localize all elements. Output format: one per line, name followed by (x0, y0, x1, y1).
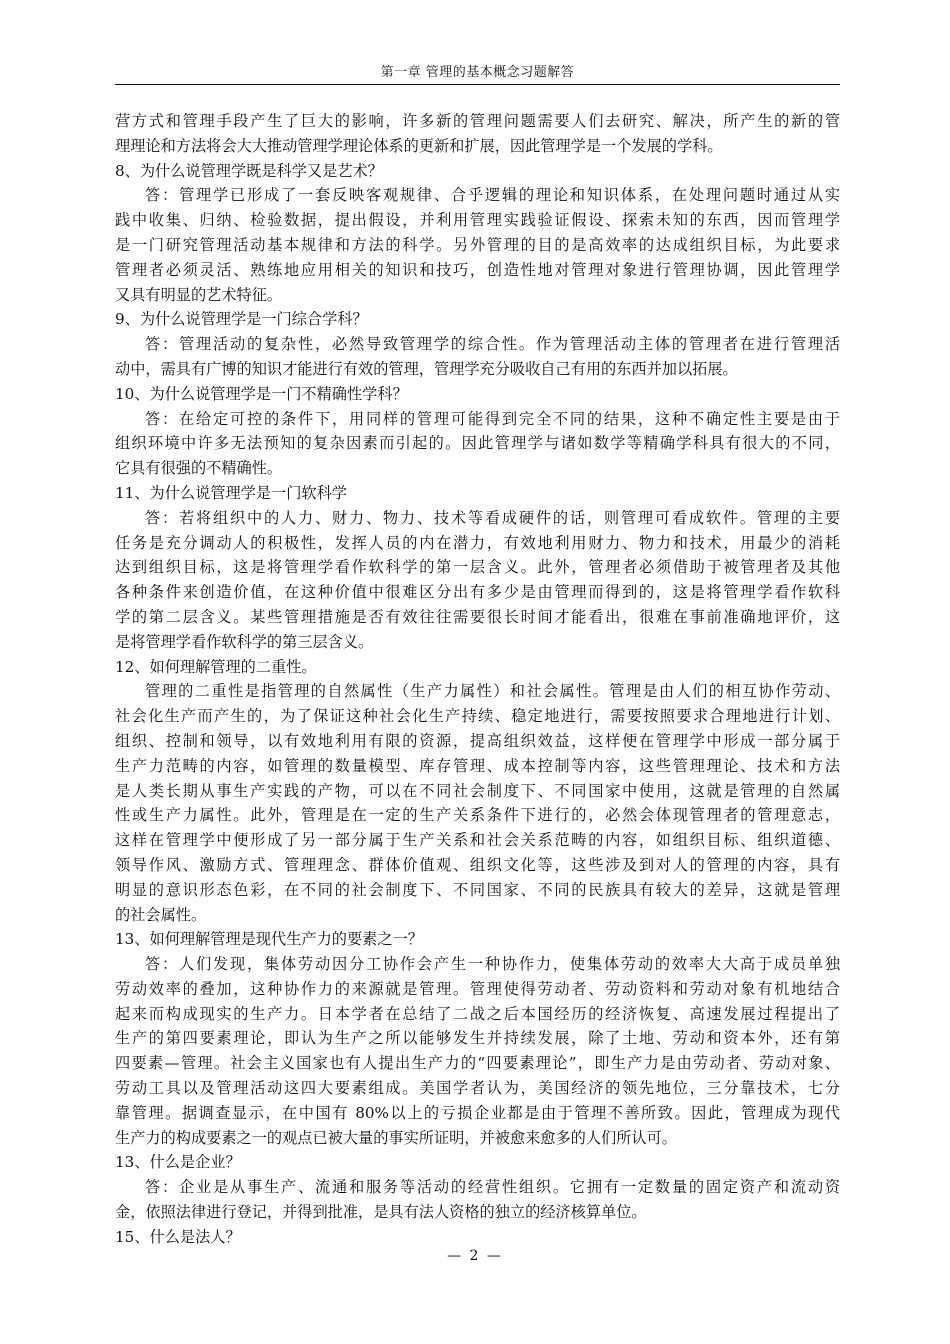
question-line: 10、为什么说管理学是一门不精确性学科？ (115, 384, 408, 403)
text-line: 营方式和管理手段产生了巨大的影响，许多新的管理问题需要人们去研究、解决，所产生的新的管 (115, 112, 840, 130)
text-line: 起来而构成现实的生产力。日本学者在总结了二战之后本国经历的经济恢复、高速发展过程提出了 (115, 1004, 840, 1023)
text-line: 靠管理。据调查显示，在中国有 80%以上的亏损企业都是由于管理不善所致。因此，管理成为现代 (115, 1103, 840, 1122)
text-line: 四要素—管理。社会主义国家也有人提出生产力的“四要素理论”，即生产力是由劳动者、劳动对象、 (115, 1054, 840, 1073)
text-line: 性或生产力属性。此外，管理是在一定的生产关系条件下进行的，必然会体现管理者的管理意志， (115, 806, 840, 825)
text-line: 组织环境中许多无法预知的复杂因素而引起的。因此管理学与诸如数学等精确学科具有很大的不同， (115, 434, 840, 453)
text-line: 达到组织目标，这是将管理学看作软科学的第一层含义。此外，管理者必须借助于被管理者及其他 (115, 558, 840, 577)
question-line: 11、为什么说管理学是一门软科学 (115, 483, 347, 502)
question-line: 13、什么是企业？ (115, 1153, 241, 1172)
text-line: 又具有明显的艺术特征。 (115, 285, 283, 304)
text-line: 是将管理学看作软科学的第三层含义。 (115, 632, 374, 651)
text-line: 这样在管理学中便形成了另一部分属于生产关系和社会关系范畴的内容，如组织目标、组织道德、 (115, 831, 840, 850)
text-line: 领导作风、激励方式、管理理念、群体价值观、组织文化等，这些涉及到对人的管理的内容，具有 (115, 855, 840, 874)
text-line: 生产力的构成要素之一的观点已被大量的事实所证明，并被愈来愈多的人们所认可。 (115, 1128, 677, 1147)
text-line: 答：在给定可控的条件下，用同样的管理可能得到完全不同的结果，这种不确定性主要是由于 (145, 409, 840, 428)
text-line: 生产的第四要素理论，即认为生产之所以能够发生并持续发展，除了土地、劳动和资本外，还有第 (115, 1029, 840, 1048)
question-line: 9、为什么说管理学是一门综合学科？ (115, 310, 368, 329)
text-line: 它具有很强的不精确性。 (115, 459, 283, 478)
text-line: 任务是充分调动人的积极性，发挥人员的内在潜力，有效地利用财力、物力和技术，用最少的消耗 (115, 533, 840, 552)
text-line: 是人类长期从事生产实践的产物，可以在不同社会制度下、不同国家中使用，这就是管理的自然属 (115, 781, 840, 800)
text-line: 答：人们发现，集体劳动因分工协作会产生一种协作力，使集体劳动的效率大大高于成员单独 (145, 955, 840, 974)
text-line: 组织、控制和领导，以有效地利用有限的资源，提高组织效益，这样便在管理学中形成一部分属于 (115, 731, 840, 750)
text-line: 金，依照法律进行登记，并得到批准，是具有法人资格的独立的经济核算单位。 (115, 1203, 647, 1222)
text-line: 管理者必须灵活、熟练地应用相关的知识和技巧，创造性地对管理对象进行管理协调，因此管理学 (115, 260, 840, 279)
text-line: 明显的意识形态色彩，在不同的社会制度下、不同国家、不同的民族具有较大的差异，这就是管理 (115, 880, 840, 899)
text-line: 各种条件来创造价值，在这种价值中很难区分出有多少是由管理而得到的，这是将管理学看作软科 (115, 583, 840, 602)
question-line: 13、如何理解管理是现代生产力的要素之一？ (115, 930, 423, 949)
text-line: 生产力范畴的内容，如管理的数量模型、库存管理、成本控制等内容，这些管理理论、技术和方法 (115, 756, 840, 775)
text-line: 答：管理学已形成了一套反映客观规律、合乎逻辑的理论和知识体系，在处理问题时通过从实 (145, 186, 840, 205)
text-line: 践中收集、归纳、检验数据，提出假设，并利用管理实践验证假设、探索未知的东西，因而管理学 (115, 211, 840, 230)
question-line: 15、什么是法人？ (115, 1227, 241, 1246)
document-body (115, 109, 840, 1250)
text-line: 管理的二重性是指管理的自然属性（生产力属性）和社会属性。管理是由人们的相互协作劳动、 (145, 682, 840, 701)
text-line: 劳动效率的叠加，这种协作力的来源就是管理。管理使得劳动者、劳动资料和劳动对象有机地结合 (115, 979, 840, 998)
text-line: 的社会属性。 (115, 905, 207, 924)
text-line: 社会化生产而产生的，为了保证这种社会化生产持续、稳定地进行，需要按照要求合理地进行计划、 (115, 707, 840, 726)
page-header: 第一章 管理的基本概念习题解答 (380, 65, 575, 80)
text-line: 答：若将组织中的人力、财力、物力、技术等看成硬件的话，则管理可看成软件。管理的主要 (145, 508, 840, 527)
page-number: — 2 — (447, 1248, 503, 1264)
text-line: 劳动工具以及管理活动这四大要素组成。美国学者认为，美国经济的领先地位，三分靠技术，七分 (115, 1079, 840, 1098)
question-line: 12、如何理解管理的二重性。 (115, 657, 317, 676)
header-divider (115, 84, 840, 85)
text-line: 是一门研究管理活动基本规律和方法的科学。另外管理的目的是高效率的达成组织目标，为此要求 (115, 235, 840, 254)
text-line: 动中，需具有广博的知识才能进行有效的管理，管理学充分吸收自己有用的东西并加以拓展。 (115, 359, 738, 378)
text-line: 答：企业是从事生产、流通和服务等活动的经营性组织。它拥有一定数量的固定资产和流动资 (145, 1178, 840, 1197)
question-line: 8、为什么说管理学既是科学又是艺术？ (115, 161, 383, 180)
text-line: 答：管理活动的复杂性，必然导致管理学的综合性。作为管理活动主体的管理者在进行管理活 (145, 335, 840, 354)
text-line: 理理论和方法将会大大推动管理学理论体系的更新和扩展，因此管理学是一个发展的学科。 (115, 136, 723, 155)
text-line: 学的第二层含义。某些管理措施是否有效往往需要很长时间才能看出，很难在事前准确地评价，这 (115, 607, 840, 626)
